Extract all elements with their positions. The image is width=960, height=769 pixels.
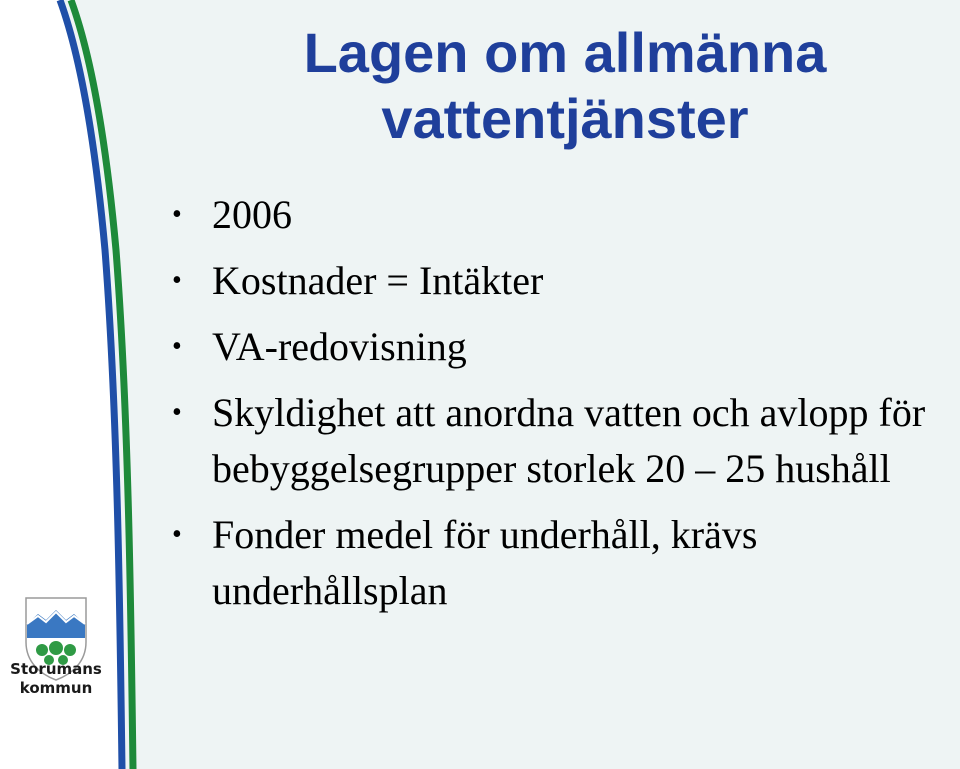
municipality-name (0, 660, 112, 698)
title-line-1: Lagen om allmänna (303, 21, 827, 84)
municipality-name-line-2: kommun (19, 679, 93, 697)
bullet-text: Fonder medel för underhåll, krävs underhållsplan (212, 512, 758, 613)
bullet-icon: • (172, 397, 182, 428)
bullet-text: 2006 (212, 192, 292, 237)
title-line-2: vattentjänster (381, 87, 749, 150)
bullet-item (172, 385, 960, 497)
tree-3 (64, 644, 76, 656)
bullet-icon: • (172, 519, 182, 550)
bullet-item (172, 319, 960, 375)
bullet-list (172, 187, 960, 629)
bullet-icon: • (172, 199, 182, 230)
bullet-text: Kostnader = Intäkter (212, 258, 544, 303)
bullet-item (172, 253, 960, 309)
bullet-item (172, 507, 960, 619)
slide-title (175, 20, 955, 152)
tree-2 (49, 641, 63, 655)
bullet-icon: • (172, 265, 182, 296)
bullet-item (172, 187, 960, 243)
municipality-name-line-1: Storumans (10, 660, 102, 678)
tree-1 (36, 644, 48, 656)
bullet-icon: • (172, 331, 182, 362)
bullet-text: Skyldighet att anordna vatten och avlopp för bebyggelsegrupper storlek 20 – 25 hushåll (212, 390, 926, 491)
bullet-text: VA-redovisning (212, 324, 467, 369)
